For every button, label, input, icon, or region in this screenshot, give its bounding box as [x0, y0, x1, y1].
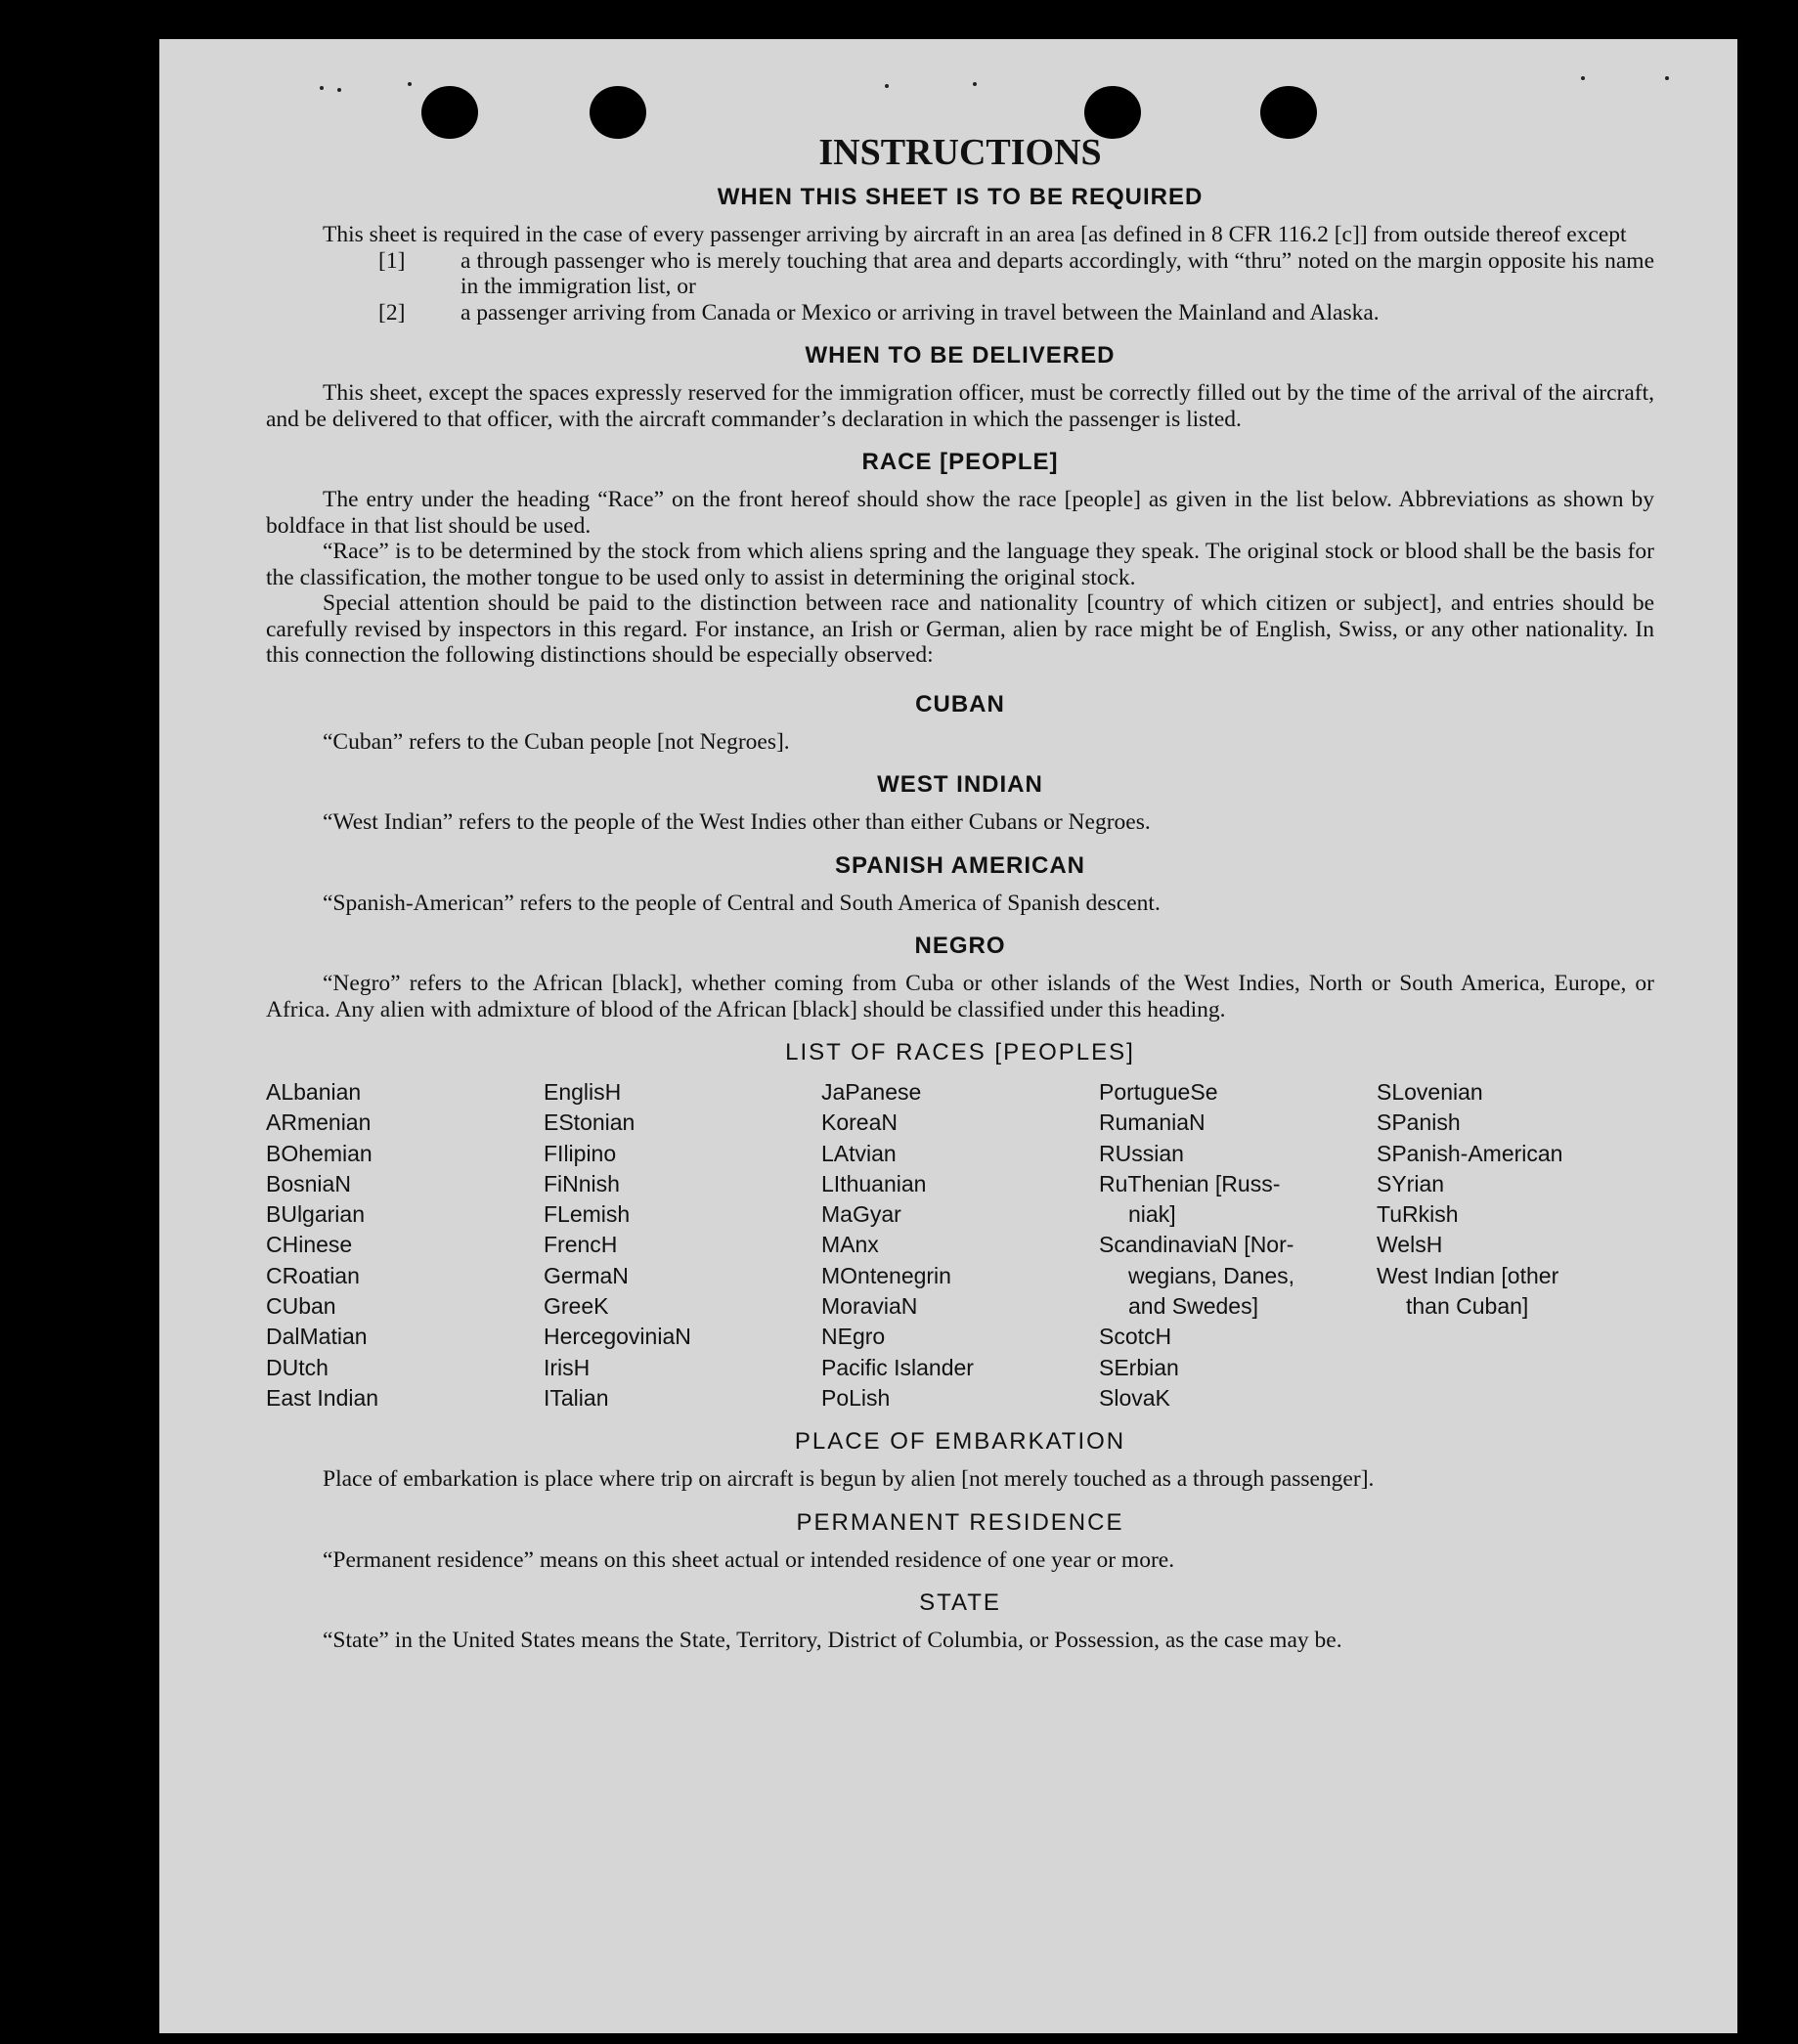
race-entry: SPanish-American: [1377, 1140, 1563, 1166]
paragraph: This sheet, except the spaces expressly reserved for the immigration officer, must be correctly filled out by the time of the arrival of the aircraft, and be delivered to that officer, with the aircraft commander’s declaration in which the passenger is listed.: [266, 380, 1654, 432]
race-entry: DalMatian: [266, 1324, 368, 1350]
race-entry: ARmenian: [266, 1109, 372, 1136]
punch-hole: [1260, 86, 1317, 139]
race-entry: FiNnish: [544, 1170, 620, 1196]
race-entry: BUlgarian: [266, 1201, 365, 1228]
race-entry: BosniaN: [266, 1170, 351, 1196]
race-entry: SErbian: [1099, 1354, 1179, 1380]
race-entry: TuRkish: [1377, 1201, 1459, 1228]
race-entry: HercegoviniaN: [544, 1324, 691, 1350]
speck: [1665, 76, 1669, 80]
race-entry: SPanish: [1377, 1109, 1461, 1136]
race-entry: LIthuanian: [821, 1170, 927, 1196]
list-item: [1] a through passenger who is merely touching that area and departs accordingly, with “thru” noted on the margin opposite his name in the immigration list, or: [378, 247, 1654, 299]
speck: [1581, 76, 1585, 80]
paragraph: This sheet is required in the case of every passenger arriving by aircraft in an area [as defined in 8 CFR 116.2 [c]] from outside thereof except: [323, 222, 1627, 247]
race-entry: ALbanian: [266, 1079, 362, 1105]
race-entry: wegians, Danes,: [1128, 1262, 1295, 1288]
page-title: INSTRUCTIONS: [818, 132, 1102, 173]
race-entry: than Cuban]: [1406, 1293, 1529, 1320]
paragraph: “Spanish-American” refers to the people of Central and South America of Spanish descent.: [323, 890, 1161, 916]
races-column: [544, 1077, 821, 1413]
race-entry: RUssian: [1099, 1140, 1184, 1166]
speck: [337, 88, 341, 92]
race-entry: RuThenian [Russ-: [1099, 1170, 1281, 1196]
race-entry: MaGyar: [821, 1201, 901, 1228]
speck: [320, 86, 324, 90]
paragraph: Place of embarkation is place where trip on aircraft is begun by alien [not merely touched as a through passenger].: [323, 1466, 1375, 1493]
paragraph: “Race” is to be determined by the stock from which aliens spring and the language they speak. The original stock or blood shall be the basis for the classification, the mother tongue to be used only to assist in determining the original stock.: [266, 539, 1654, 590]
race-entry: CUban: [266, 1293, 336, 1320]
race-entry: RumaniaN: [1099, 1109, 1206, 1136]
race-entry: MAnx: [821, 1232, 879, 1258]
race-entry: EnglisH: [544, 1079, 622, 1105]
race-entry: DUtch: [266, 1354, 329, 1380]
punch-hole: [421, 86, 478, 139]
paragraph: Special attention should be paid to the distinction between race and nationality [country of which citizen or subject], and entries should be carefully revised by inspectors in this regard. For instance, an Irish or German, alien by race might be of English, Swiss, or any other nationality. In this connection the following distinctions should be especially observed:: [266, 590, 1654, 668]
race-entry: WelsH: [1377, 1232, 1443, 1258]
punch-hole: [1084, 86, 1141, 139]
race-entry: GreeK: [544, 1293, 609, 1320]
section-heading-race: RACE [PEOPLE]: [861, 449, 1059, 475]
section-heading-list-of-races: LIST OF RACES [PEOPLES]: [785, 1039, 1135, 1065]
section-heading-west-indian: WEST INDIAN: [877, 771, 1043, 798]
race-entry: West Indian [other: [1377, 1262, 1559, 1288]
race-entry: PortugueSe: [1099, 1079, 1218, 1105]
race-entry: FIlipino: [544, 1140, 617, 1166]
race-entry: ScandinaviaN [Nor-: [1099, 1232, 1294, 1258]
section-heading-embarkation: PLACE OF EMBARKATION: [794, 1428, 1126, 1456]
paragraph: “West Indian” refers to the people of the West Indies other than either Cubans or Negroes.: [323, 809, 1151, 835]
race-entry: PoLish: [821, 1384, 891, 1411]
race-entry: SLovenian: [1377, 1079, 1483, 1105]
race-entry: EStonian: [544, 1109, 636, 1136]
section-heading-spanish-american: SPANISH AMERICAN: [834, 851, 1085, 879]
punch-hole: [590, 86, 646, 139]
section-heading-cuban: CUBAN: [915, 690, 1005, 718]
race-entry: and Swedes]: [1128, 1293, 1258, 1320]
paragraph: The entry under the heading “Race” on the front hereof should show the race [people] as given in the list below. Abbreviations as shown by boldface in that list should be used.: [266, 487, 1654, 539]
section-heading-permanent-residence: PERMANENT RESIDENCE: [796, 1508, 1124, 1536]
race-entry: MoraviaN: [821, 1293, 918, 1320]
race-entry: NEgro: [821, 1324, 886, 1350]
race-entry: IrisH: [544, 1354, 591, 1380]
race-entry: CHinese: [266, 1232, 353, 1258]
race-entry: BOhemian: [266, 1140, 373, 1166]
race-entry: Pacific Islander: [821, 1354, 974, 1380]
race-entry: JaPanese: [821, 1079, 922, 1105]
speck: [973, 82, 977, 86]
race-entry: GermaN: [544, 1262, 629, 1288]
section-heading-negro: NEGRO: [914, 933, 1006, 959]
race-entry: FLemish: [544, 1201, 631, 1228]
paragraph: “Cuban” refers to the Cuban people [not Negroes].: [323, 728, 790, 755]
race-entry: FrencH: [544, 1232, 618, 1258]
race-entry: SlovaK: [1099, 1384, 1170, 1411]
race-entry: LAtvian: [821, 1140, 897, 1166]
races-column: [821, 1077, 1099, 1413]
race-entry: CRoatian: [266, 1262, 360, 1288]
speck: [885, 84, 889, 88]
section-heading-when-required: WHEN THIS SHEET IS TO BE REQUIRED: [717, 184, 1204, 210]
race-entry: East Indian: [266, 1384, 379, 1411]
section-heading-state: STATE: [919, 1589, 1001, 1617]
paragraph: “Permanent residence” means on this sheet actual or intended residence of one year or more.: [323, 1546, 1175, 1573]
race-entry: ITalian: [544, 1384, 609, 1411]
races-column: [1099, 1077, 1377, 1413]
race-entry: KoreaN: [821, 1109, 898, 1136]
races-list: [266, 1077, 1654, 1413]
paragraph: “Negro” refers to the African [black], whether coming from Cuba or other islands of the West Indies, North or South America, Europe, or Africa. Any alien with admixture of blood of the African [black] should be classified under this heading.: [266, 971, 1654, 1022]
section-heading-when-delivered: WHEN TO BE DELIVERED: [805, 342, 1116, 369]
race-entry: MOntenegrin: [821, 1262, 951, 1288]
paragraph: “State” in the United States means the State, Territory, District of Columbia, or Possession, as the case may be.: [323, 1628, 1342, 1654]
speck: [408, 82, 412, 86]
list-item: [2] a passenger arriving from Canada or Mexico or arriving in travel between the Mainland and Alaska.: [378, 299, 1380, 326]
instructions-content: [266, 132, 1654, 1654]
race-entry: niak]: [1128, 1201, 1176, 1228]
race-entry: ScotcH: [1099, 1324, 1172, 1350]
races-column: [1377, 1077, 1654, 1413]
race-entry: SYrian: [1377, 1170, 1445, 1196]
races-column: [266, 1077, 544, 1413]
